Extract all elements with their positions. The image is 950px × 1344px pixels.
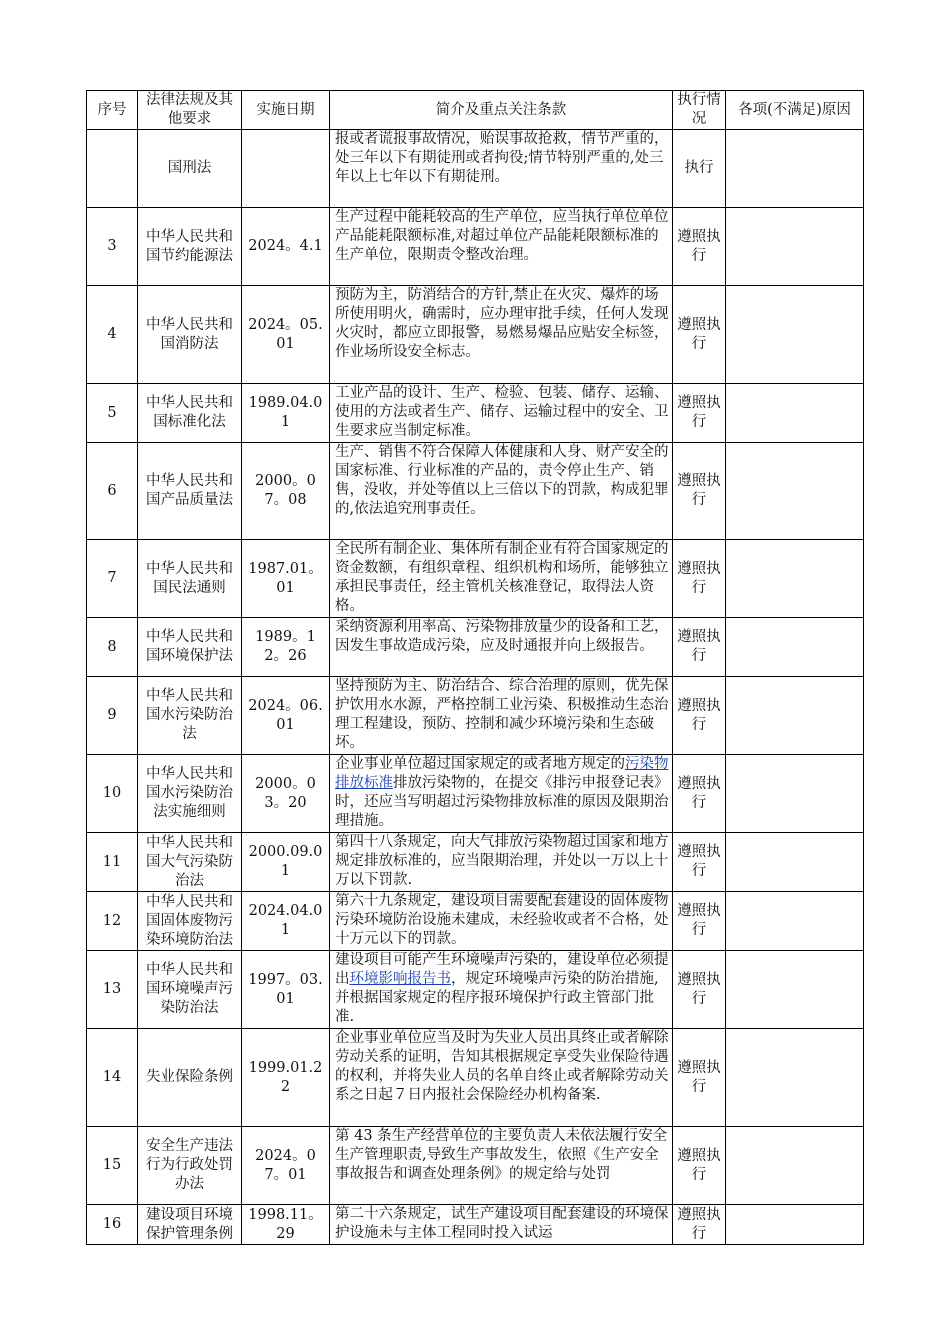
row-date: 2000。07。08 xyxy=(242,443,330,540)
row-status: 遵照执行 xyxy=(673,892,726,951)
row-date: 1989.04.01 xyxy=(242,384,330,443)
regulations-page xyxy=(86,90,863,1245)
row-status: 遵照执行 xyxy=(673,833,726,892)
row-reason xyxy=(726,677,864,755)
row-summary: 工业产品的设计、生产、检验、包装、储存、运输、使用的方法或者生产、储存、运输过程中的安全、卫生要求应当制定标准。 xyxy=(330,384,673,443)
row-summary: 生产过程中能耗较高的生产单位，应当执行单位单位产品能耗限额标准,对超过单位产品能耗限额标准的生产单位，限期责令整改治理。 xyxy=(330,208,673,286)
row-seq: 4 xyxy=(87,286,138,384)
table-row xyxy=(87,951,864,1029)
row-reason xyxy=(726,540,864,618)
row-seq: 3 xyxy=(87,208,138,286)
emission-standard-link[interactable]: 污染物排放标准 xyxy=(335,756,669,791)
row-law: 中华人民共和国大气污染防治法 xyxy=(138,833,242,892)
row-summary: 第 43 条生产经营单位的主要负责人未依法履行安全生产管理职责,导致生产事故发生，依照《生产安全事故报告和调查处理条例》的规定给与处罚 xyxy=(330,1127,673,1205)
table-row xyxy=(87,130,864,208)
row-status: 遵照执行 xyxy=(673,540,726,618)
header-date: 实施日期 xyxy=(242,91,330,130)
row-summary: 坚持预防为主、防治结合、综合治理的原则，优先保护饮用水水源，严格控制工业污染、积极推动生态治理工程建设，预防、控制和减少环境污染和生态破坏。 xyxy=(330,677,673,755)
row-law: 安全生产违法行为行政处罚办法 xyxy=(138,1127,242,1205)
summary-text: 建设项目可能产生环境噪声污染的，建设单位必须提出 xyxy=(335,952,669,987)
row-date: 2024。4.1 xyxy=(242,208,330,286)
row-status: 遵照执行 xyxy=(673,286,726,384)
table-row xyxy=(87,286,864,384)
row-law: 中华人民共和国产品质量法 xyxy=(138,443,242,540)
row-seq: 5 xyxy=(87,384,138,443)
summary-text: 排放污染物的，在提交《排污申报登记表》时，还应当写明超过污染物排放标准的原因及限期治理措施。 xyxy=(335,775,669,829)
table-row xyxy=(87,677,864,755)
row-date: 2024。05.01 xyxy=(242,286,330,384)
row-seq xyxy=(87,130,138,208)
header-reason: 各项(不满足)原因 xyxy=(726,91,864,130)
row-date: 1987.01。01 xyxy=(242,540,330,618)
table-row xyxy=(87,540,864,618)
row-status: 执行 xyxy=(673,130,726,208)
row-reason xyxy=(726,618,864,677)
row-law: 中华人民共和国环境保护法 xyxy=(138,618,242,677)
row-seq: 16 xyxy=(87,1205,138,1245)
row-summary: 第二十六条规定，试生产建设项目配套建设的环境保护设施未与主体工程同时投入试运 xyxy=(330,1205,673,1245)
row-seq: 15 xyxy=(87,1127,138,1205)
eia-report-link[interactable]: 环境影响报告书 xyxy=(349,971,451,987)
table-row xyxy=(87,208,864,286)
row-status: 遵照执行 xyxy=(673,951,726,1029)
row-seq: 8 xyxy=(87,618,138,677)
row-reason xyxy=(726,1029,864,1127)
row-reason xyxy=(726,1205,864,1245)
row-status: 遵照执行 xyxy=(673,384,726,443)
row-reason xyxy=(726,1127,864,1205)
table-row xyxy=(87,833,864,892)
table-row xyxy=(87,384,864,443)
row-reason xyxy=(726,443,864,540)
row-summary: 采纳资源利用率高、污染物排放量少的设备和工艺，因发生事故造成污染，应及时通报并向上级报告。 xyxy=(330,618,673,677)
row-status: 遵照执行 xyxy=(673,1127,726,1205)
row-law: 国刑法 xyxy=(138,130,242,208)
table-row xyxy=(87,1205,864,1245)
table-header-row xyxy=(87,91,864,130)
row-reason xyxy=(726,286,864,384)
row-date: 1997。03.01 xyxy=(242,951,330,1029)
row-law: 中华人民共和国消防法 xyxy=(138,286,242,384)
row-reason xyxy=(726,892,864,951)
row-summary: 预防为主，防消结合的方针,禁止在火灾、爆炸的场所使用明火，确需时，应办理审批手续，任何人发现火灾时，都应立即报警，易燃易爆品应贴安全标签，作业场所设安全标志。 xyxy=(330,286,673,384)
row-law: 中华人民共和国水污染防治法 xyxy=(138,677,242,755)
row-date: 2024。07。01 xyxy=(242,1127,330,1205)
row-reason xyxy=(726,208,864,286)
row-seq: 10 xyxy=(87,755,138,833)
row-law: 中华人民共和国环境噪声污染防治法 xyxy=(138,951,242,1029)
row-seq: 12 xyxy=(87,892,138,951)
row-law: 中华人民共和国水污染防治法实施细则 xyxy=(138,755,242,833)
row-reason xyxy=(726,951,864,1029)
row-summary: 企业事业单位应当及时为失业人员出具终止或者解除劳动关系的证明，告知其根据规定享受失业保险待遇的权利，并将失业人员的名单自终止或者解除劳动关系之日起７日内报社会保险经办机构备案. xyxy=(330,1029,673,1127)
table-row xyxy=(87,1127,864,1205)
row-reason xyxy=(726,130,864,208)
row-seq: 9 xyxy=(87,677,138,755)
summary-text: ，规定环境噪声污染的防治措施,并根据国家规定的程序报环境保护行政主管部门批准. xyxy=(335,971,659,1025)
row-law: 建设项目环境保护管理条例 xyxy=(138,1205,242,1245)
regulations-table xyxy=(86,90,864,1245)
table-row xyxy=(87,618,864,677)
row-date: 1998.11。29 xyxy=(242,1205,330,1245)
row-date: 1989。12。26 xyxy=(242,618,330,677)
row-status: 遵照执行 xyxy=(673,618,726,677)
row-date: 2024.04.01 xyxy=(242,892,330,951)
row-law: 失业保险条例 xyxy=(138,1029,242,1127)
row-status: 遵照执行 xyxy=(673,443,726,540)
row-summary: 第六十九条规定，建设项目需要配套建设的固体废物污染环境防治设施未建成，未经验收或者不合格，处十万元以下的罚款。 xyxy=(330,892,673,951)
row-law: 中华人民共和国民法通则 xyxy=(138,540,242,618)
header-summary: 简介及重点关注条款 xyxy=(330,91,673,130)
row-date: 2000。03。20 xyxy=(242,755,330,833)
row-reason xyxy=(726,755,864,833)
row-status: 遵照执行 xyxy=(673,1205,726,1245)
header-seq: 序号 xyxy=(87,91,138,130)
row-law: 中华人民共和国节约能源法 xyxy=(138,208,242,286)
header-status: 执行情况 xyxy=(673,91,726,130)
row-summary: 报或者谎报事故情况，贻误事故抢救，情节严重的，处三年以下有期徒刑或者拘役;情节特别严重的,处三年以上七年以下有期徒刑。 xyxy=(330,130,673,208)
row-date xyxy=(242,130,330,208)
row-date: 2024。06.01 xyxy=(242,677,330,755)
row-summary xyxy=(330,951,673,1029)
header-law: 法律法规及其他要求 xyxy=(138,91,242,130)
row-reason xyxy=(726,833,864,892)
row-status: 遵照执行 xyxy=(673,208,726,286)
row-summary: 全民所有制企业、集体所有制企业有符合国家规定的资金数额，有组织章程、组织机构和场所，能够独立承担民事责任，经主管机关核准登记，取得法人资格。 xyxy=(330,540,673,618)
table-row xyxy=(87,755,864,833)
row-status: 遵照执行 xyxy=(673,1029,726,1127)
table-row xyxy=(87,892,864,951)
table-row xyxy=(87,1029,864,1127)
row-status: 遵照执行 xyxy=(673,755,726,833)
row-date: 2000.09.01 xyxy=(242,833,330,892)
row-law: 中华人民共和国标准化法 xyxy=(138,384,242,443)
row-law: 中华人民共和国固体废物污染环境防治法 xyxy=(138,892,242,951)
row-seq: 14 xyxy=(87,1029,138,1127)
row-date: 1999.01.22 xyxy=(242,1029,330,1127)
row-summary: 生产、销售不符合保障人体健康和人身、财产安全的国家标准、行业标准的产品的，责令停止生产、销售，没收，并处等值以上三倍以下的罚款，构成犯罪的,依法追究刑事责任。 xyxy=(330,443,673,540)
row-seq: 7 xyxy=(87,540,138,618)
row-seq: 6 xyxy=(87,443,138,540)
row-status: 遵照执行 xyxy=(673,677,726,755)
summary-text: 企业事业单位超过国家规定的或者地方规定的 xyxy=(335,756,625,772)
table-row xyxy=(87,443,864,540)
row-seq: 11 xyxy=(87,833,138,892)
row-summary: 第四十八条规定，向大气排放污染物超过国家和地方规定排放标准的，应当限期治理，并处以一万以上十万以下罚款. xyxy=(330,833,673,892)
row-seq: 13 xyxy=(87,951,138,1029)
row-summary xyxy=(330,755,673,833)
row-reason xyxy=(726,384,864,443)
